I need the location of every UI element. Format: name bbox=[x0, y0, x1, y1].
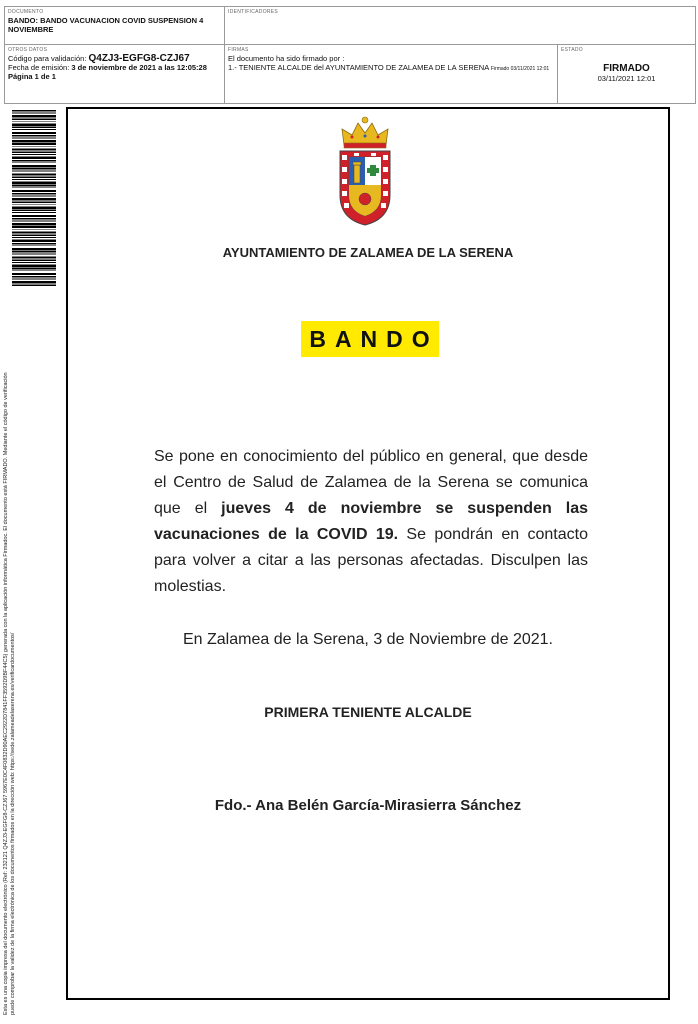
estado-cell bbox=[558, 45, 695, 103]
pagina-label: Página 1 de 1 bbox=[8, 72, 56, 81]
firmas-line-2: 1.- TENIENTE ALCALDE del AYUNTAMIENTO DE ZALAMEA DE LA SERENA bbox=[228, 63, 489, 72]
identificadores-cell bbox=[225, 7, 695, 44]
city-title: AYUNTAMIENTO DE ZALAMEA DE LA SERENA bbox=[222, 245, 514, 260]
body-part-1: Se pone en conocimiento del público en general, que desde el Centro de Salud de Zalamea de la Serena se comunica que el bbox=[154, 448, 588, 517]
coat-of-arms-icon bbox=[334, 115, 396, 227]
side-text-line-1: Esta es una copia impresa del documento electrónico (Ref: 232121 Q4ZJ3-EGFG8-CZJ67 5967E0C4F0832D90AEC2922D7841FF3592D9BF44C5) generada con la aplicación informática Firmadoc. El documento está FIRMADO. Mediante el código de verificación bbox=[3, 372, 9, 1015]
header-row-1 bbox=[5, 7, 695, 45]
body-part-2: Se pondrán en contacto para volver a citar a las personas afectadas. Disculpen las molestias. bbox=[154, 526, 588, 595]
estado-date: 03/11/2021 12:01 bbox=[597, 74, 656, 83]
fecha-label: Fecha de emisión: bbox=[8, 63, 70, 72]
verification-side-text bbox=[3, 295, 17, 1015]
header-row-2 bbox=[5, 45, 695, 103]
codigo-value: Q4ZJ3-EGFG8-CZJ67 bbox=[88, 53, 190, 64]
signer-role: PRIMERA TENIENTE ALCALDE bbox=[264, 704, 472, 720]
otros-caption: OTROS DATOS bbox=[8, 47, 48, 53]
validation-header bbox=[4, 6, 696, 104]
barcode-icon bbox=[12, 110, 56, 286]
documento-cell bbox=[5, 7, 225, 44]
firmas-cell bbox=[225, 45, 558, 103]
firmas-caption: FIRMAS bbox=[228, 47, 249, 53]
firmas-line-1: El documento ha sido firmado por : bbox=[228, 54, 345, 63]
bando-document bbox=[66, 107, 670, 1000]
identificadores-caption: IDENTIFICADORES bbox=[228, 9, 279, 15]
body-bold: jueves 4 de noviembre se suspenden las vacunaciones de la COVID 19. bbox=[154, 500, 589, 543]
side-text-line-2: puede comprobar la validez de la firma electrónica de los documentos firmados en la dirección web: https://sede.zalameadelaserena.es/verificardocumentos/ bbox=[10, 632, 16, 1015]
signature-line: Fdo.- Ana Belén García-Mirasierra Sánchez bbox=[214, 797, 522, 814]
date-line: En Zalamea de la Serena, 3 de Noviembre de 2021. bbox=[182, 631, 553, 648]
fecha-value: 3 de noviembre de 2021 a las 12:05:28 bbox=[71, 63, 207, 72]
bando-title: BANDO bbox=[301, 321, 439, 357]
documento-caption: DOCUMENTO bbox=[8, 9, 44, 15]
documento-value: BANDO: BANDO VACUNACION COVID SUSPENSION 4 NOVIEMBRE bbox=[8, 16, 204, 34]
firmas-small: Firmado 03/11/2021 12:01 bbox=[490, 66, 550, 72]
otros-datos-cell bbox=[5, 45, 225, 103]
estado-caption: ESTADO bbox=[561, 47, 583, 53]
announcement-body bbox=[154, 444, 588, 600]
codigo-label: Código para validación: bbox=[8, 54, 87, 63]
estado-value: FIRMADO bbox=[603, 63, 650, 74]
